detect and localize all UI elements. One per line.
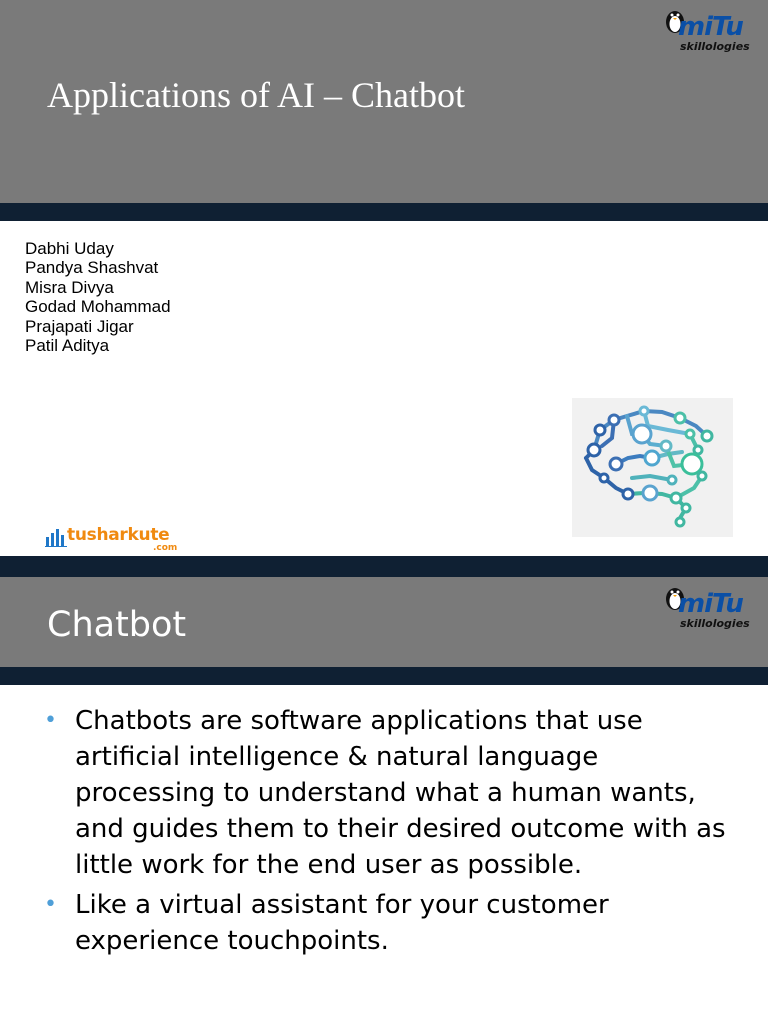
bullet-list <box>44 703 734 963</box>
tusharkute-suffix: .com <box>153 543 178 553</box>
author-name: Patil Aditya <box>25 336 110 356</box>
logo-sub-text: skillologies <box>680 617 750 630</box>
brain-network-image <box>572 398 733 537</box>
bullet-item <box>44 887 734 959</box>
logo-main-text: miTu <box>678 12 743 42</box>
author-name: Pandya Shashvat <box>25 258 159 278</box>
slide-title: Applications of AI – Chatbot <box>47 75 465 115</box>
tusharkute-text: tusharkute <box>67 525 170 545</box>
mitu-logo <box>664 585 759 635</box>
bullet-text: Like a virtual assistant for your customer experience touchpoints. <box>75 890 609 956</box>
author-name: Dabhi Uday <box>25 239 114 258</box>
bullet-item <box>44 703 734 883</box>
chatbot-slide <box>0 577 768 1024</box>
slide-header <box>0 577 768 667</box>
slide-title: Chatbot <box>47 605 187 645</box>
header-bar <box>0 667 768 685</box>
author-name: Misra Divya <box>25 277 114 297</box>
mitu-logo <box>664 8 759 58</box>
header-bar <box>0 203 768 221</box>
logo-sub-text: skillologies <box>680 40 750 53</box>
slide-separator <box>0 556 768 577</box>
author-name: Prajapati Jigar <box>25 316 134 336</box>
bullet-icon: • <box>44 892 57 917</box>
author-list <box>25 239 171 355</box>
brain-network-icon <box>572 398 733 537</box>
bullet-icon: • <box>44 708 57 733</box>
slide-header <box>0 0 768 203</box>
tusharkute-logo <box>45 525 185 555</box>
logo-main-text: miTu <box>678 589 743 619</box>
bullet-text: Chatbots are software applications that use artificial intelligence & natural language processing to understand what a human wants, and guides them to their desired outcome with as little work for the end user as possible. <box>75 706 726 880</box>
author-name: Godad Mohammad <box>25 297 171 317</box>
bar-chart-icon <box>45 525 67 547</box>
